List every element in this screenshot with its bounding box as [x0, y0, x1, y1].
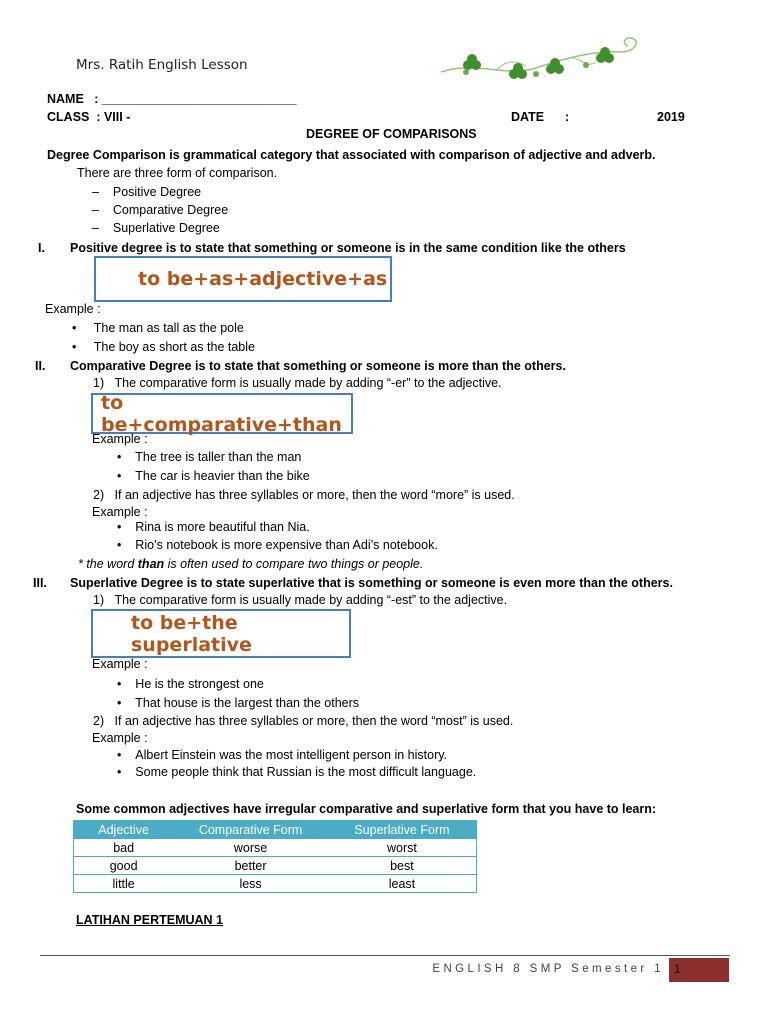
list-item: • Rina is more beautiful than Nia. [117, 520, 310, 534]
name-label: NAME : ____________________________ [47, 92, 297, 106]
formula-box [91, 609, 351, 658]
list-item: – Comparative Degree [92, 203, 229, 217]
table-cell: better [173, 857, 328, 875]
rule-item: 1) The comparative form is usually made by adding “-er” to the adjective. [93, 376, 502, 390]
date-label: DATE : [511, 110, 570, 124]
column-header: Adjective [74, 821, 174, 839]
note-text: * the word than is often used to compare two things or people. [78, 557, 424, 571]
page-number: 1 [674, 962, 681, 976]
list-item: • The tree is taller than the man [117, 450, 302, 464]
class-label: CLASS : VIII - [47, 110, 131, 124]
page-title: DEGREE OF COMPARISONS [306, 127, 477, 141]
section-heading: Positive degree is to state that something or someone is in the same condition like the others [70, 241, 626, 255]
list-item: • Albert Einstein was the most intelligent person in history. [117, 748, 448, 762]
rule-item: 1) The comparative form is usually made by adding “-est” to the adjective. [93, 593, 508, 607]
example-label: Example : [92, 657, 148, 671]
table-cell: good [74, 857, 174, 875]
formula-text: to be+comparative+than [101, 391, 342, 436]
example-label: Example : [92, 731, 148, 745]
table-cell: less [173, 875, 328, 893]
formula-text: to be+the superlative [131, 611, 252, 656]
table-cell: worst [328, 839, 477, 857]
list-item: – Superlative Degree [92, 221, 220, 235]
section-numeral: I. [38, 241, 45, 255]
section-numeral: III. [33, 576, 47, 590]
year-value: 2019 [657, 110, 685, 124]
formula-text: to be+as+adjective+as [138, 268, 388, 290]
forms-intro: There are three form of comparison. [77, 166, 278, 180]
irregular-adjective-table [73, 820, 477, 893]
table-cell: best [328, 857, 477, 875]
list-item: • That house is the largest than the others [117, 696, 360, 710]
list-item: • Some people think that Russian is the most difficult language. [117, 765, 477, 779]
name-field[interactable]: ____________________________ [101, 92, 297, 106]
formula-box [91, 393, 353, 434]
example-label: Example : [92, 505, 148, 519]
footer-divider [40, 955, 730, 956]
table-cell: bad [74, 839, 174, 857]
table-cell: least [328, 875, 477, 893]
section-heading: Superlative Degree is to state superlative that is something or someone is even more than the others. [70, 576, 673, 590]
list-item: • The boy as short as the table [72, 340, 255, 354]
definition-text: Degree Comparison is grammatical category that associated with comparison of adjective and adverb. [47, 148, 656, 162]
table-row [74, 857, 477, 875]
column-header: Superlative Form [328, 821, 477, 839]
latihan-heading: LATIHAN PERTEMUAN 1 [76, 913, 223, 927]
list-item: • The man as tall as the pole [72, 321, 244, 335]
list-item: • The car is heavier than the bike [117, 469, 310, 483]
column-header: Comparative Form [173, 821, 328, 839]
table-row [74, 875, 477, 893]
table-cell: little [74, 875, 174, 893]
list-item: • He is the strongest one [117, 677, 264, 691]
formula-box [94, 256, 392, 302]
section-heading: Comparative Degree is to state that something or someone is more than the others. [70, 359, 566, 373]
lesson-title: Mrs. Ratih English Lesson [76, 57, 248, 73]
page-number-box [669, 958, 729, 982]
list-item: – Positive Degree [92, 185, 202, 199]
rule-item: 2) If an adjective has three syllables or more, then the word “more” is used. [93, 488, 515, 502]
example-label: Example : [45, 302, 101, 316]
table-cell: worse [173, 839, 328, 857]
irregular-intro: Some common adjectives have irregular comparative and superlative form that you have to learn: [76, 802, 657, 816]
section-numeral: II. [35, 359, 46, 373]
footer-text: ENGLISH 8 SMP Semester 1 [432, 963, 664, 975]
shamrock-vine-icon [436, 30, 656, 90]
list-item: • Rio’s notebook is more expensive than Adi’s notebook. [117, 538, 438, 552]
rule-item: 2) If an adjective has three syllables or more, then the word “most” is used. [93, 714, 514, 728]
table-row [74, 839, 477, 857]
example-label: Example : [92, 432, 148, 446]
